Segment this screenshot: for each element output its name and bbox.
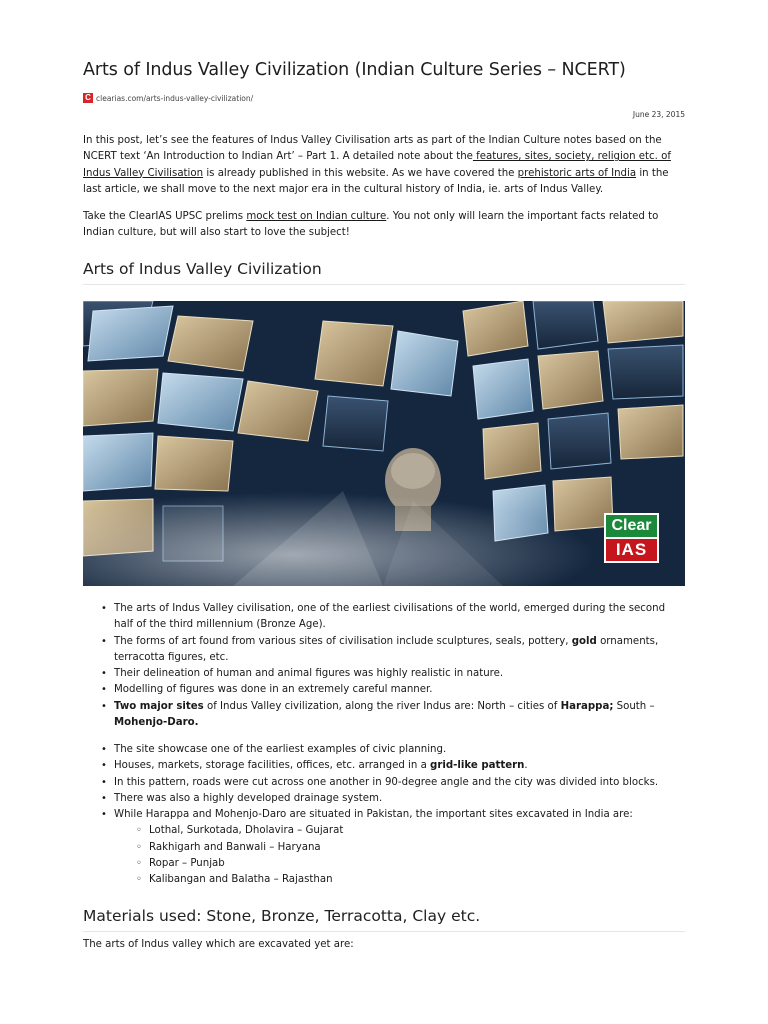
intro-text-a: In this post, let’s see the features of Indus Valley Civilisation arts as part of the Indian Culture notes based on the NCERT text ‘An Introduction to Indian Art’ – Part 1. A detailed note about the (83, 135, 662, 163)
list-item (83, 634, 685, 667)
sublist-item: ◦ Lothal, Surkotada, Dholavira – Gujarat (114, 823, 685, 839)
intro-text-b: is already published in this website. As we have covered the (203, 167, 518, 179)
list-item (83, 791, 685, 807)
source-url-link[interactable]: clearias.com/arts-indus-valley-civilization/ (96, 93, 254, 103)
source-line (83, 93, 253, 103)
facts-list (83, 601, 685, 731)
list-item (83, 807, 685, 888)
mock-test-paragraph (83, 209, 685, 242)
ivc-features-link[interactable]: features, sites, society, religion etc. of Indus Valley Civilisation (83, 151, 671, 179)
planning-list (83, 742, 685, 889)
materials-paragraph: The arts of Indus valley which are excavated yet are: (83, 939, 354, 950)
list-item (83, 775, 685, 791)
list-item-text: of Indus Valley civilization, along the river Indus are: North – cities of (203, 700, 561, 712)
list-item (83, 699, 685, 732)
section-heading-arts: Arts of Indus Valley Civilization (83, 260, 685, 285)
list-item-text: ornaments, terracotta figures, etc. (114, 635, 659, 663)
mock-test-link[interactable]: mock test on Indian culture (246, 211, 387, 222)
india-sites-sublist (114, 823, 685, 888)
mock-text-b: . You not only will learn the important facts related to Indian culture, but will also start to love the subject! (83, 211, 659, 239)
list-item-text: There was also a highly developed drainage system. (114, 792, 383, 804)
logo-clear-text: Clear (606, 515, 657, 537)
list-item-text: The forms of art found from various sites of civilisation include sculptures, seals, pottery, (114, 635, 572, 647)
sublist-item: ◦ Ropar – Punjab (114, 856, 685, 872)
bold-gold: gold (571, 635, 597, 647)
intro-text-c: in the last article, we shall move to the next major era in the cultural history of India, ie. arts of Indus Valley. (83, 167, 669, 195)
site-favicon-icon: C (83, 93, 93, 103)
list-item-text: Modelling of figures was done in an extremely careful manner. (114, 684, 433, 696)
list-item-text: The site showcase one of the earliest examples of civic planning. (114, 744, 447, 755)
list-item-text: In this pattern, roads were cut across one another in 90-degree angle and the city was divided into blocks. (114, 776, 659, 788)
bold-grid-pattern: grid-like pattern (430, 760, 525, 772)
list-item-text: . (524, 760, 528, 772)
logo-ias-text: IAS (606, 539, 657, 561)
list-item-text: South – (613, 700, 655, 712)
prehistoric-arts-link[interactable]: prehistoric arts of India (517, 167, 637, 179)
intro-paragraph (83, 133, 685, 198)
list-item-text: Their delineation of human and animal figures was highly realistic in nature. (114, 668, 504, 680)
page-title: Arts of Indus Valley Civilization (Indian Culture Series – NCERT) (83, 60, 626, 80)
list-item (83, 742, 685, 758)
list-item (83, 666, 685, 682)
bold-mohenjo-daro: Mohenjo-Daro. (114, 717, 199, 729)
mock-text-a: Take the ClearIAS UPSC prelims (83, 211, 247, 222)
sublist-item: ◦ Kalibangan and Balatha – Rajasthan (114, 872, 685, 888)
publish-date: June 23, 2015 (632, 110, 685, 119)
list-item-text: While Harappa and Mohenjo-Daro are situated in Pakistan, the important sites excavated in India are: (114, 809, 633, 821)
hero-image (83, 301, 685, 586)
list-item (83, 601, 685, 634)
list-item (83, 758, 685, 774)
list-item-text: Houses, markets, storage facilities, offices, etc. arranged in a (114, 760, 431, 772)
bold-harappa: Harappa; (560, 700, 614, 712)
artifact-collage-graphic (83, 301, 685, 586)
list-item (83, 682, 685, 698)
sublist-item: ◦ Rakhigarh and Banwali – Haryana (114, 840, 685, 856)
list-item-text: The arts of Indus Valley civilisation, one of the earliest civilisations of the world, emerged during the second half of the third millennium (Bronze Age). (114, 603, 666, 631)
section-heading-materials: Materials used: Stone, Bronze, Terracotta, Clay etc. (83, 907, 685, 932)
bold-two-major-sites: Two major sites (114, 700, 204, 712)
clearias-logo (604, 513, 659, 563)
